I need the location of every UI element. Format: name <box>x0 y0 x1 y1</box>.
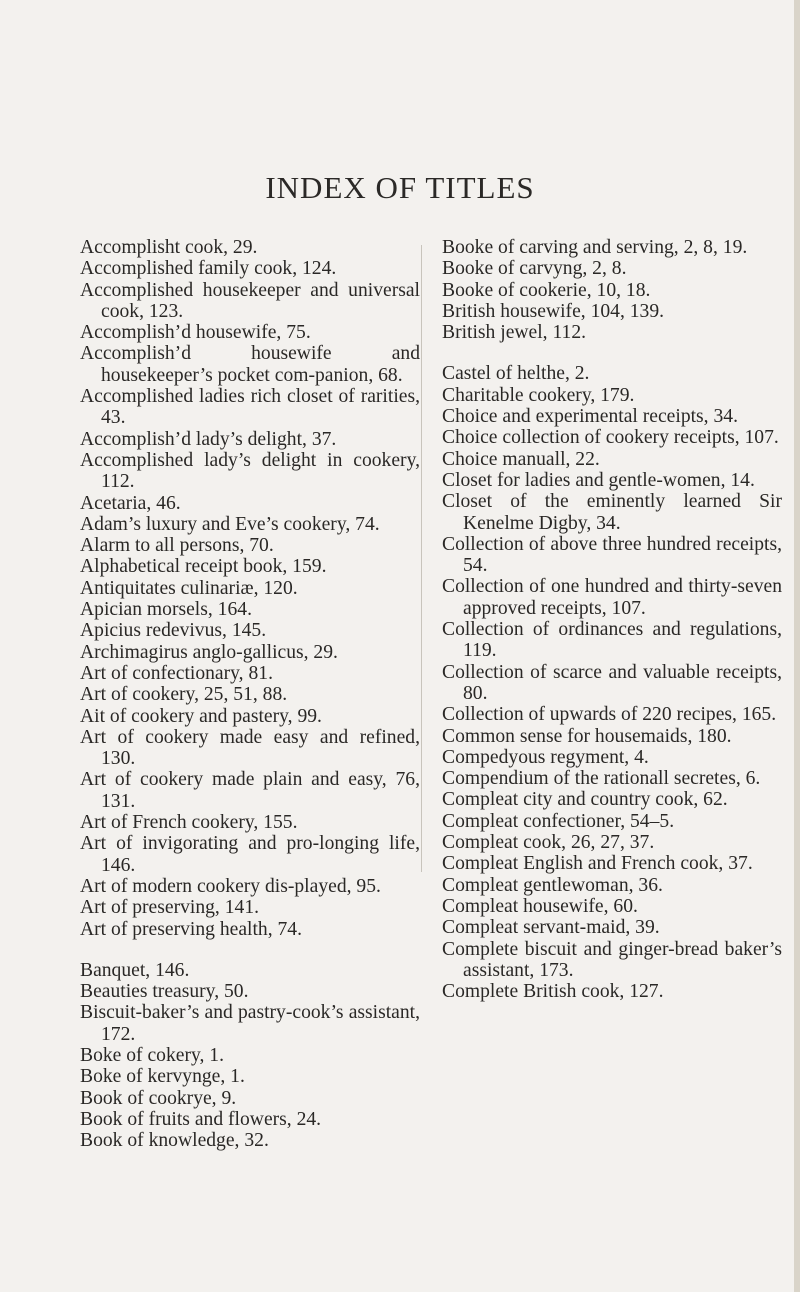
index-entry: Art of modern cookery dis-played, 95. <box>80 875 381 897</box>
index-entry: Compleat gentlewoman, 36. <box>442 874 663 896</box>
index-entry: Antiquitates culinariæ, 120. <box>80 577 298 599</box>
index-entry: Banquet, 146. <box>80 959 190 981</box>
section-gap <box>442 343 782 363</box>
index-entry: Book of fruits and flowers, 24. <box>80 1108 322 1130</box>
index-entry: Compleat confectioner, 54–5. <box>442 810 675 832</box>
index-entry: Choice manuall, 22. <box>442 448 600 470</box>
column-divider <box>421 245 422 872</box>
index-entry: Alphabetical receipt book, 159. <box>80 556 327 578</box>
index-entry: Boke of cokery, 1. <box>80 1044 225 1066</box>
index-entry: Compedyous regyment, 4. <box>442 746 649 768</box>
index-entry: Art of French cookery, 155. <box>80 812 298 834</box>
index-entry: Art of preserving health, 74. <box>80 918 302 940</box>
index-entry: Accomplished housekeeper and universal cook, 123. <box>80 279 420 322</box>
index-entry: Book of knowledge, 32. <box>80 1130 269 1152</box>
index-entry: Book of cookrye, 9. <box>80 1087 237 1109</box>
index-entry: Choice collection of cookery receipts, 107. <box>442 427 779 449</box>
index-entry: Complete British cook, 127. <box>442 981 664 1003</box>
index-entry: Biscuit-baker’s and pastry-cook’s assistant, 172. <box>80 1002 420 1045</box>
index-entry: Accomplished family cook, 124. <box>80 258 337 280</box>
index-entry: Common sense for housemaids, 180. <box>442 725 732 747</box>
index-entry: Accomplish’d housewife and housekeeper’s pocket com-panion, 68. <box>80 343 420 386</box>
index-entry: Boke of kervynge, 1. <box>80 1066 245 1088</box>
index-entry: Art of invigorating and pro-longing life, 146. <box>80 833 420 876</box>
index-entry: Accomplish’d housewife, 75. <box>80 322 311 344</box>
index-entry: Beauties treasury, 50. <box>80 981 249 1003</box>
index-entry: Compleat city and country cook, 62. <box>442 789 728 811</box>
index-entry: Complete biscuit and ginger-bread baker’s assistant, 173. <box>442 938 782 981</box>
index-entry: Apicius redevivus, 145. <box>80 620 267 642</box>
index-entry: British jewel, 112. <box>442 322 587 344</box>
index-entry: Accomplished ladies rich closet of rarities, 43. <box>80 386 420 429</box>
index-entry: Accomplish’d lady’s delight, 37. <box>80 428 337 450</box>
index-entry: Adam’s luxury and Eve’s cookery, 74. <box>80 513 380 535</box>
index-entry: Charitable cookery, 179. <box>442 384 635 406</box>
index-entry: Compleat housewife, 60. <box>442 895 638 917</box>
index-entry: Compleat English and French cook, 37. <box>442 853 753 875</box>
index-entry: Collection of upwards of 220 recipes, 165. <box>442 704 777 726</box>
index-column-right <box>442 237 782 1002</box>
index-entry: Booke of cookerie, 10, 18. <box>442 279 651 301</box>
index-entry: Closet of the eminently learned Sir Kenelme Digby, 34. <box>442 491 782 534</box>
page-title: INDEX OF TITLES <box>265 170 535 205</box>
index-entry: Compleat cook, 26, 27, 37. <box>442 832 655 854</box>
index-entry: Collection of scarce and valuable receipts, 80. <box>442 661 782 704</box>
index-entry: Acetaria, 46. <box>80 492 181 514</box>
index-entry: Alarm to all persons, 70. <box>80 535 274 557</box>
index-entry: Compleat servant-maid, 39. <box>442 917 660 939</box>
index-entry: Ait of cookery and pastery, 99. <box>80 705 322 727</box>
index-entry: Accomplisht cook, 29. <box>80 237 258 258</box>
index-entry: Booke of carvyng, 2, 8. <box>442 258 627 280</box>
index-entry: British housewife, 104, 139. <box>442 300 665 322</box>
index-entry: Art of confectionary, 81. <box>80 662 273 684</box>
index-entry: Closet for ladies and gentle-women, 14. <box>442 469 755 491</box>
index-column-left <box>80 237 420 1151</box>
section-gap <box>80 940 420 960</box>
index-entry: Archimagirus anglo-gallicus, 29. <box>80 641 338 663</box>
index-entry: Choice and experimental receipts, 34. <box>442 406 738 428</box>
index-entry: Accomplished lady’s delight in cookery, 112. <box>80 449 420 493</box>
index-entry: Collection of ordinances and regulations, 119. <box>442 619 782 662</box>
index-entry: Collection of one hundred and thirty-seven approved receipts, 107. <box>442 576 782 619</box>
index-entry: Art of cookery made easy and refined, 130. <box>80 726 420 770</box>
index-entry: Art of preserving, 141. <box>80 897 260 919</box>
index-entry: Art of cookery made plain and easy, 76, 131. <box>80 769 420 812</box>
index-entry: Apician morsels, 164. <box>80 599 252 621</box>
index-entry: Art of cookery, 25, 51, 88. <box>80 684 288 706</box>
index-entry: Castel of helthe, 2. <box>442 363 590 385</box>
index-entry: Booke of carving and serving, 2, 8, 19. <box>442 237 748 258</box>
index-entry: Compendium of the rationall secretes, 6. <box>442 768 761 790</box>
index-entry: Collection of above three hundred receipts, 54. <box>442 533 782 577</box>
